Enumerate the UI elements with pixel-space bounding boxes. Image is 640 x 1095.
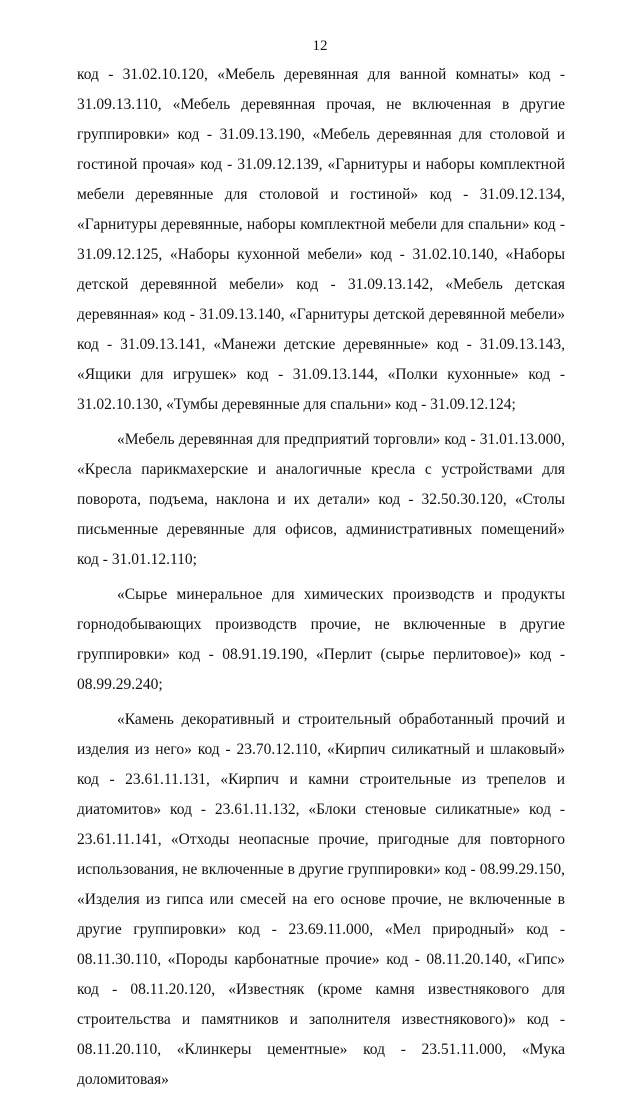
document-body [77, 60, 565, 1095]
page-number: 12 [312, 38, 328, 54]
paragraph-trade-furniture: «Мебель деревянная для предприятий торговли» код - 31.01.13.000, «Кресла парикмахерские и аналогичные кресла с устройствами для поворота, подъема, наклона и их детали» код - 32.50.30.120, «Столы письменные деревянные для офисов, административных помещений» код - 31.01.12.110; [77, 431, 565, 568]
paragraph-furniture-codes: код - 31.02.10.120, «Мебель деревянная для ванной комнаты» код - 31.09.13.110, «Мебель деревянная прочая, не включенная в другие группировки» код - 31.09.13.190, «Мебель деревянная для столовой и гостиной прочая» код - 31.09.12.139, «Гарнитуры и наборы комплектной мебели деревянные для столовой и гостиной» код - 31.09.12.134, «Гарнитуры деревянные, наборы комплектной мебели для спальни» код - 31.09.12.125, «Наборы кухонной мебели» код - 31.02.10.140, «Наборы детской деревянной мебели» код - 31.09.13.142, «Мебель детская деревянная» код - 31.09.13.140, «Гарнитуры детской деревянной мебели» код - 31.09.13.141, «Манежи детские деревянные» код - 31.09.13.143, «Ящики для игрушек» код - 31.09.13.144, «Полки кухонные» код - 31.02.10.130, «Тумбы деревянные для спальни» код - 31.09.12.124; [77, 66, 565, 413]
paragraph-stone-materials: «Камень декоративный и строительный обработанный прочий и изделия из него» код - 23.70.12.110, «Кирпич силикатный и шлаковый» код - 23.61.11.131, «Кирпич и камни строительные из трепелов и диатомитов» код - 23.61.11.132, «Блоки стеновые силикатные» код - 23.61.11.141, «Отходы неопасные прочие, пригодные для повторного использования, не включенные в другие группировки» код - 08.99.29.150, «Изделия из гипса или смесей на его основе прочие, не включенные в другие группировки» код - 23.69.11.000, «Мел природный» код - 08.11.30.110, «Породы карбонатные прочие» код - 08.11.20.140, «Гипс» код - 08.11.20.120, «Известняк (кроме камня известнякового для строительства и памятников и заполнителя известнякового)» код - 08.11.20.110, «Клинкеры цементные» код - 23.51.11.000, «Мука доломитовая» [77, 711, 565, 1088]
paragraph-mineral-raw: «Сырье минеральное для химических производств и продукты горнодобывающих производств прочие, не включенные в другие группировки» код - 08.91.19.190, «Перлит (сырье перлитовое)» код - 08.99.29.240; [77, 586, 565, 693]
